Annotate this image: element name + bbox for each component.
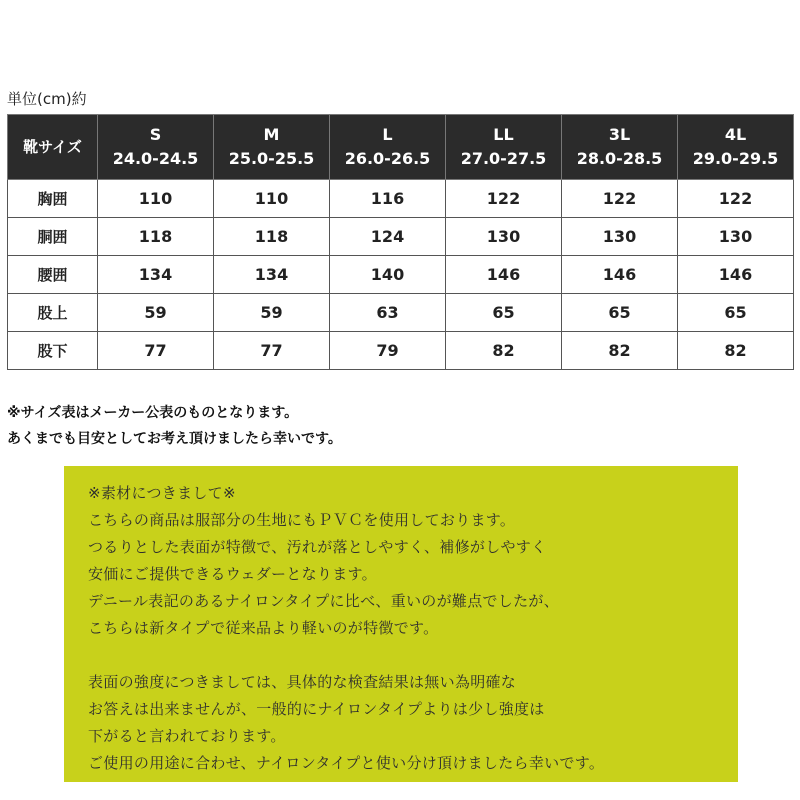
material-text-line: 下がると言われております。 <box>88 727 286 745</box>
table-cell: 110 <box>214 180 330 218</box>
table-row <box>8 256 794 294</box>
table-cell: 65 <box>562 294 678 332</box>
table-cell: 140 <box>330 256 446 294</box>
table-cell: 134 <box>98 256 214 294</box>
size-header-s <box>98 115 214 180</box>
table-cell: 122 <box>446 180 562 218</box>
table-cell: 77 <box>214 332 330 370</box>
row-label: 胴囲 <box>8 218 98 256</box>
material-text-line: こちらの商品は服部分の生地にもＰＶＣを使用しております。 <box>88 511 516 529</box>
size-header-ll <box>446 115 562 180</box>
table-row <box>8 294 794 332</box>
size-range: 26.0-26.5 <box>344 149 431 168</box>
table-cell: 122 <box>678 180 794 218</box>
size-header-3l <box>562 115 678 180</box>
table-cell: 116 <box>330 180 446 218</box>
size-header-4l <box>678 115 794 180</box>
table-cell: 122 <box>562 180 678 218</box>
table-cell: 118 <box>98 218 214 256</box>
row-label: 胸囲 <box>8 180 98 218</box>
size-range: 25.0-25.5 <box>228 149 315 168</box>
size-code: 3L <box>608 125 631 144</box>
size-range: 29.0-29.5 <box>692 149 779 168</box>
table-cell: 110 <box>98 180 214 218</box>
size-header-corner: 靴サイズ <box>8 115 98 180</box>
size-code: M <box>263 125 280 144</box>
table-cell: 130 <box>446 218 562 256</box>
material-text-line: 表面の強度につきましては、具体的な検査結果は無い為明確な <box>88 673 517 691</box>
unit-label: 単位(cm)約 <box>7 90 87 108</box>
table-cell: 130 <box>562 218 678 256</box>
material-text-line: 安価にご提供できるウェダーとなります。 <box>88 565 377 583</box>
table-row <box>8 218 794 256</box>
material-text-line: ご使用の用途に合わせ、ナイロンタイプと使い分け頂けましたら幸いです。 <box>88 754 605 772</box>
table-cell: 77 <box>98 332 214 370</box>
table-cell: 130 <box>678 218 794 256</box>
table-cell: 134 <box>214 256 330 294</box>
table-row <box>8 180 794 218</box>
material-text-line: デニール表記のあるナイロンタイプに比べ、重いのが難点でしたが、 <box>88 592 560 610</box>
size-header-l <box>330 115 446 180</box>
table-cell: 65 <box>678 294 794 332</box>
row-label: 腰囲 <box>8 256 98 294</box>
size-note: ※サイズ表はメーカー公表のものとなります。 <box>7 405 299 421</box>
size-code: L <box>382 125 393 144</box>
table-cell: 63 <box>330 294 446 332</box>
table-row <box>8 332 794 370</box>
table-cell: 59 <box>98 294 214 332</box>
table-cell: 82 <box>678 332 794 370</box>
size-code: LL <box>493 125 514 144</box>
material-text-line: こちらは新タイプで従来品より軽いのが特徴です。 <box>88 619 439 637</box>
size-table <box>7 114 794 370</box>
table-cell: 146 <box>446 256 562 294</box>
size-header-m <box>214 115 330 180</box>
material-info-box <box>64 466 738 782</box>
table-cell: 79 <box>330 332 446 370</box>
size-range: 27.0-27.5 <box>460 149 547 168</box>
table-cell: 59 <box>214 294 330 332</box>
table-cell: 82 <box>446 332 562 370</box>
table-cell: 146 <box>562 256 678 294</box>
material-text-line: つるりとした表面が特徴で、汚れが落としやすく、補修がしやすく <box>88 538 547 556</box>
material-text-line: お答えは出来ませんが、一般的にナイロンタイプよりは少し強度は <box>88 700 545 718</box>
row-label: 股上 <box>8 294 98 332</box>
table-cell: 118 <box>214 218 330 256</box>
table-cell: 124 <box>330 218 446 256</box>
size-code: 4L <box>724 125 747 144</box>
size-header-row <box>8 115 794 180</box>
size-code: S <box>149 125 162 144</box>
table-cell: 65 <box>446 294 562 332</box>
row-label: 股下 <box>8 332 98 370</box>
size-range: 28.0-28.5 <box>576 149 663 168</box>
size-range: 24.0-24.5 <box>112 149 199 168</box>
table-cell: 82 <box>562 332 678 370</box>
guideline-note: あくまでも目安としてお考え頂けましたら幸いです。 <box>7 431 342 447</box>
table-cell: 146 <box>678 256 794 294</box>
material-heading: ※素材につきまして※ <box>88 484 236 502</box>
